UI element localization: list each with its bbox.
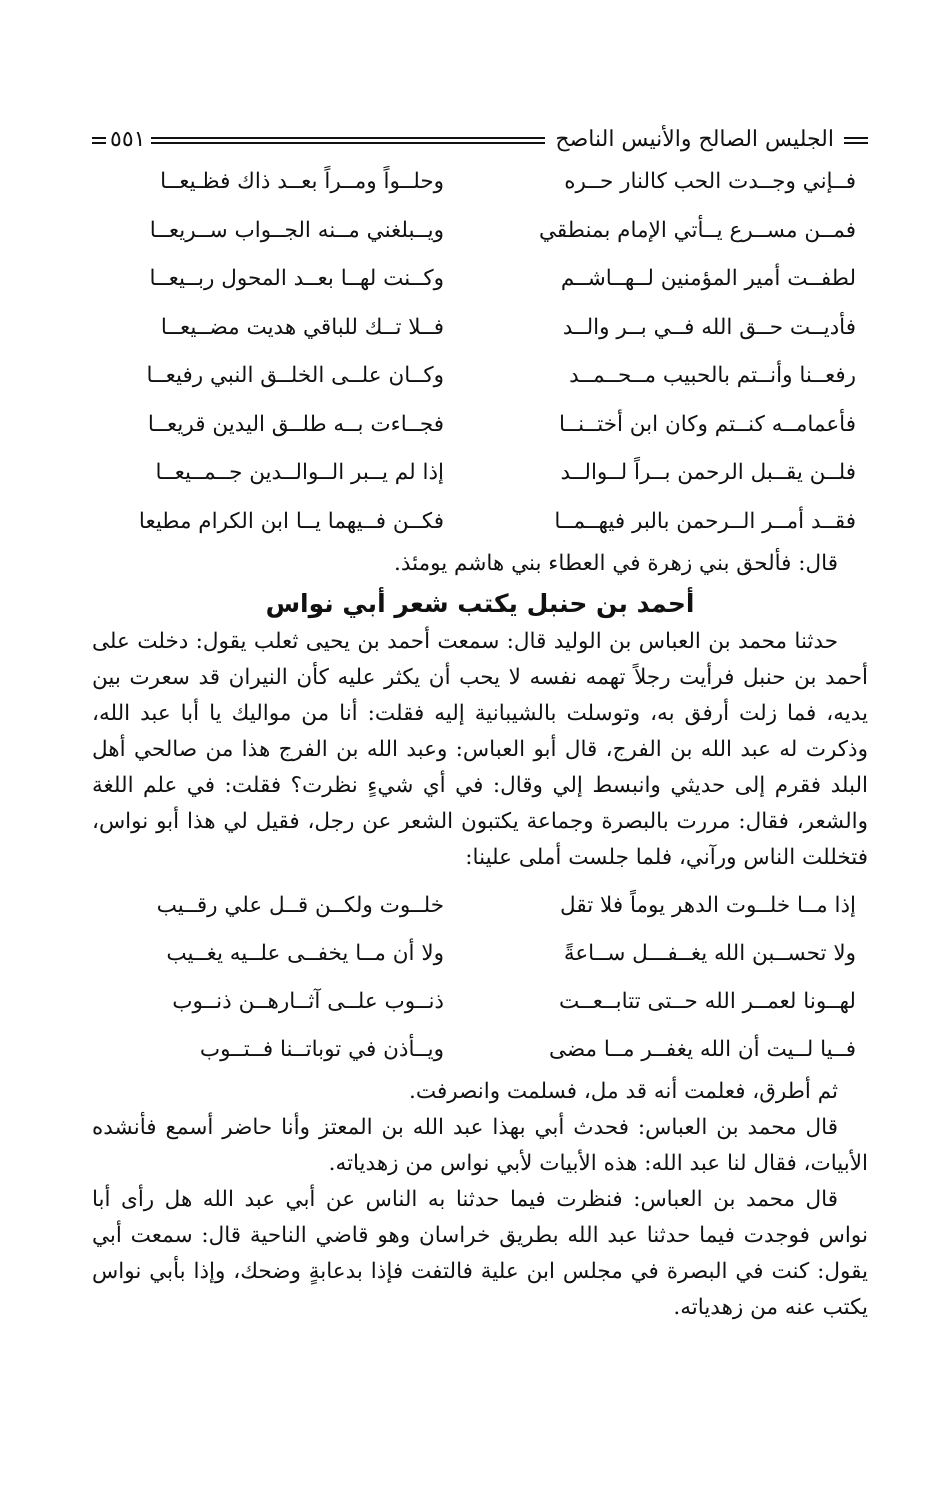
verse	[92, 255, 868, 304]
verse-second-hemistich: خلــوت ولكــن قــل علي رقــيب	[156, 893, 444, 918]
verse	[92, 158, 868, 207]
poem-block-2	[92, 882, 868, 1074]
verse	[92, 498, 868, 547]
paragraph: قال: فألحق بني زهرة في العطاء بني هاشم يومئذ.	[393, 551, 838, 576]
book-title: الجليس الصالح والأنيس الناصح	[555, 127, 834, 152]
verse	[92, 401, 868, 450]
running-header	[92, 122, 868, 158]
verse	[92, 978, 868, 1026]
verse	[92, 882, 868, 930]
paragraph: قال محمد بن العباس: فنظرت فيما حدثنا به الناس عن أبي عبد الله هل رأى أبا نواس فوجدت فيما حدثنا عبد الله بطريق خراسان وهو قاضي الناحية قال: سمعت أبي يقول: كنت في البصرة في مجلس ابن علية فالتفت فإذا بدعابةٍ وضحك، وإذا بأبي نواس يكتب عنه من زهدياته.	[92, 1187, 868, 1320]
verse-first-hemistich: إذا مــا خلــوت الدهر يوماً فلا تقل	[560, 893, 856, 918]
header-rule	[151, 137, 545, 144]
verse	[92, 304, 868, 353]
verse	[92, 352, 868, 401]
verse	[92, 1026, 868, 1074]
verse-second-hemistich: وحلــواً ومــراً بعــد ذاك فظـيعــا	[160, 169, 444, 194]
verse-first-hemistich: فأديــت حــق الله فــي بــر والــد	[562, 314, 856, 340]
verse-second-hemistich: وكــان علــى الخلــق النبي رفيعــا	[146, 363, 444, 388]
verse-second-hemistich: فجــاءت بــه طلــق اليدين قريعــا	[147, 411, 444, 437]
paragraph: قال محمد بن العباس: فحدث أبي بهذا عبد الله بن المعتز وأنا حاضر أسمع فأنشده الأبيات، فقال لنا عبد الله: هذه الأبيات لأبي نواس من زهدياته.	[92, 1115, 868, 1176]
verse-first-hemistich: رفعــنا وأنــتم بالحبيب مــحــمــد	[569, 363, 856, 388]
page-number: ٥٥١	[110, 127, 146, 152]
verse	[92, 449, 868, 498]
paragraph: ثم أطرق، فعلمت أنه قد مل، فسلمت وانصرفت.	[409, 1079, 838, 1104]
verse-first-hemistich: فمــن مســرع يــأتي الإمام بمنطقي	[539, 217, 856, 243]
verse-second-hemistich: ويــبلغني مــنه الجــواب ســريعــا	[149, 217, 444, 243]
verse-second-hemistich: ويــأذن في توباتــنا فــتــوب	[199, 1037, 444, 1062]
verse-second-hemistich: وكــنت لهــا بعــد المحول ربــيعــا	[149, 266, 444, 291]
verse	[92, 207, 868, 256]
paragraph: حدثنا محمد بن العباس بن الوليد قال: سمعت أحمد بن يحيى ثعلب يقول: دخلت على أحمد بن حنبل فرأيت رجلاً تهمه نفسه لا يحب أن يكثر عليه كأن النيران قد سعرت بين يديه، فما زلت أرفق به، وتوسلت بالشيبانية إليه فقلت: أنا من مواليك يا أبا عبد الله، وذكرت له عبد الله بن الفرج، قال أبو العباس: وعبد الله بن الفرج هذا من صالحي أهل البلد فقرم إلى حديثي وانبسط إلي وقال: في أي شيءٍ نظرت؟ فقلت: في علم اللغة والشعر، فقال: مررت بالبصرة وجماعة يكتبون الشعر عن رجل، فقيل لي هذا أبو نواس، فتخللت الناس ورآني، فلما جلست أملى علينا:	[92, 629, 868, 870]
verse-first-hemistich: لهــونا لعمــر الله حــتى تتابــعــت	[558, 989, 856, 1014]
verse-first-hemistich: فــإني وجــدت الحب كالنار حــره	[564, 169, 856, 194]
verse-second-hemistich: فكــن فــيهما يــا ابن الكرام مطيعا	[138, 508, 444, 534]
verse-first-hemistich: فــيا لــيت أن الله يغفــر مــا مضى	[548, 1037, 856, 1062]
verse-first-hemistich: ولا تحســبن الله يغــفـــل ســاعةً	[563, 941, 856, 966]
verse-first-hemistich: فأعمامــه كنــتم وكان ابن أختــنــا	[558, 411, 856, 437]
verse	[92, 930, 868, 978]
header-ornament	[844, 137, 868, 144]
book-page	[92, 122, 868, 1326]
poem-block-1	[92, 158, 868, 546]
verse-second-hemistich: إذا لم يــبر الــوالــدين جــمــيعــا	[155, 460, 444, 485]
verse-first-hemistich: لطفــت أمير المؤمنين لــهــاشــم	[560, 266, 856, 291]
section-title: أحمد بن حنبل يكتب شعر أبي نواس	[265, 589, 695, 618]
verse-second-hemistich: فــلا تــك للباقي هديت مضــيعــا	[160, 314, 444, 340]
header-ornament-end	[92, 137, 106, 144]
verse-second-hemistich: ذنــوب علــى آثــارهــن ذنــوب	[172, 989, 444, 1014]
verse-first-hemistich: فلــن يقــبل الرحمن بــراً لــوالــد	[560, 460, 856, 485]
verse-first-hemistich: فقــد أمــر الــرحمن بالبر فيهــمــا	[554, 508, 856, 534]
verse-second-hemistich: ولا أن مــا يخفــى علــيه يغــيب	[166, 941, 444, 966]
